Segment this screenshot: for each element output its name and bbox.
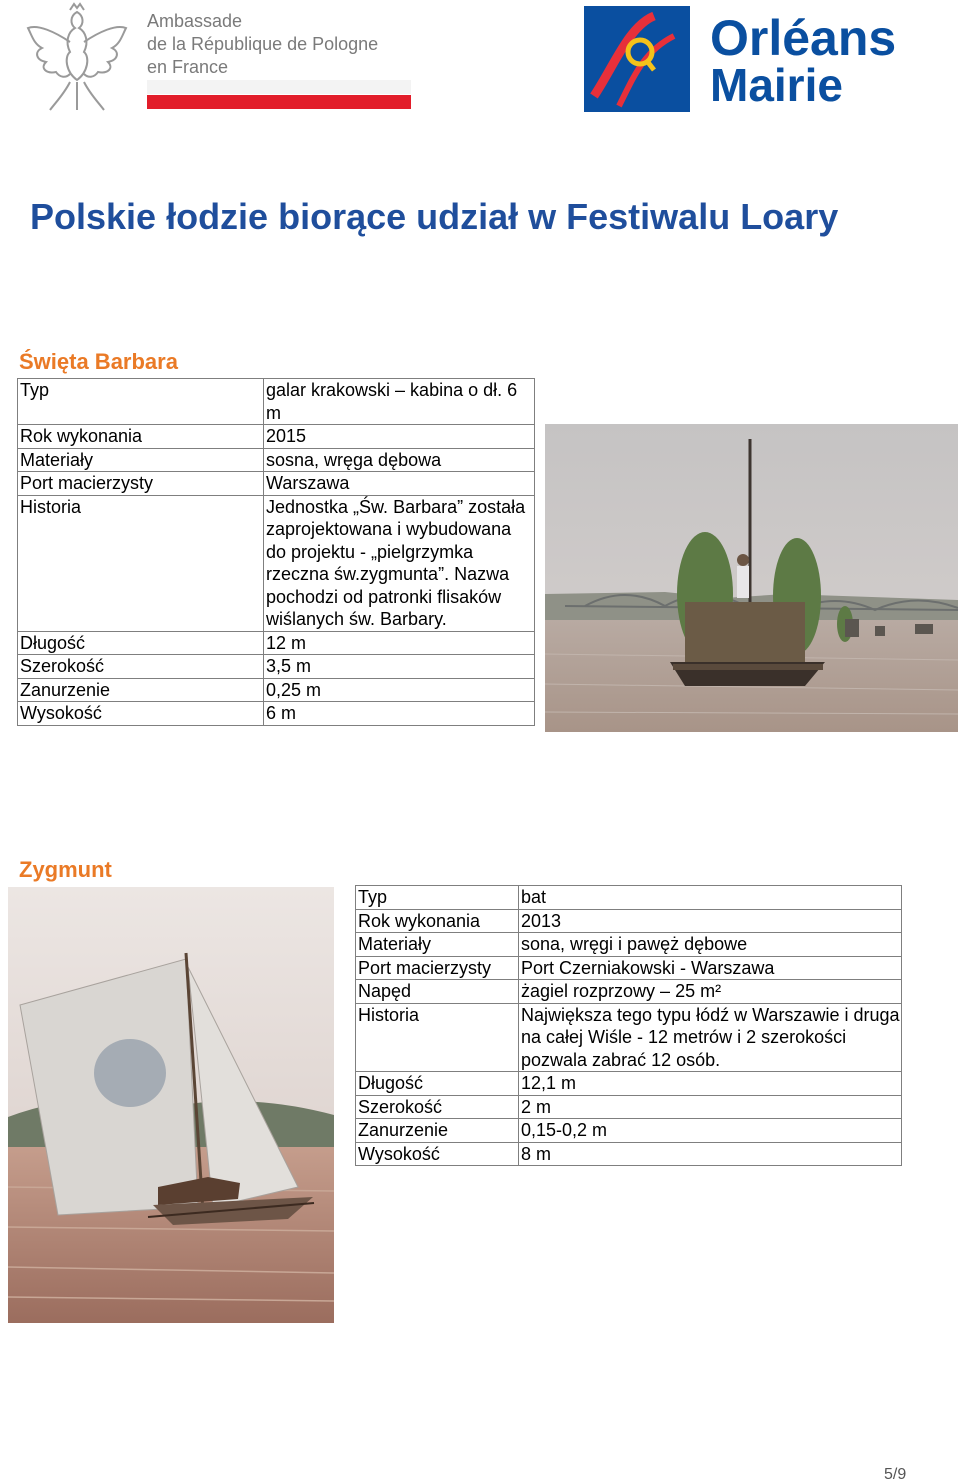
table-row xyxy=(356,1072,902,1096)
table-row xyxy=(356,1142,902,1166)
row-value: sosna, wręga dębowa xyxy=(264,448,535,472)
row-value: sona, wręgi i pawęż dębowe xyxy=(519,933,902,957)
row-value: 12,1 m xyxy=(519,1072,902,1096)
row-label: Typ xyxy=(356,886,519,910)
orleans-emblem-icon xyxy=(584,6,690,112)
page-number: 5/9 xyxy=(884,1466,907,1483)
row-value: 2015 xyxy=(264,425,535,449)
row-value: Jednostka „Św. Barbara” została zaprojektowana i wybudowana do projektu - „pielgrzymka rzeczna św.zygmunta”. Nazwa pochodzi od patronki flisaków wiślanych św. Barbary. xyxy=(264,495,535,631)
row-label: Wysokość xyxy=(356,1142,519,1166)
row-label: Zanurzenie xyxy=(356,1119,519,1143)
page-title: Polskie łodzie biorące udział w Festiwalu Loary xyxy=(30,196,839,237)
row-label: Szerokość xyxy=(356,1095,519,1119)
row-label: Historia xyxy=(18,495,264,631)
row-label: Typ xyxy=(18,379,264,425)
table-row xyxy=(356,1003,902,1072)
row-value: 2 m xyxy=(519,1095,902,1119)
row-value: 2013 xyxy=(519,909,902,933)
embassy-logo xyxy=(20,2,420,117)
table-row xyxy=(18,379,535,425)
table-row xyxy=(18,655,535,679)
row-value: żagiel rozprzowy – 25 m² xyxy=(519,980,902,1004)
table-row xyxy=(18,472,535,496)
row-label: Port macierzysty xyxy=(18,472,264,496)
flag-white-stripe xyxy=(147,80,411,94)
table-row xyxy=(18,448,535,472)
table-row xyxy=(356,886,902,910)
row-value: 0,15-0,2 m xyxy=(519,1119,902,1143)
table-row xyxy=(18,631,535,655)
barbara-boat-photo xyxy=(545,424,958,732)
embassy-name: Ambassade de la République de Pologne en France xyxy=(147,11,379,77)
row-label: Rok wykonania xyxy=(18,425,264,449)
row-label: Długość xyxy=(356,1072,519,1096)
polish-eagle-icon xyxy=(20,2,135,117)
table-row xyxy=(356,1119,902,1143)
row-value: Największa tego typu łódź w Warszawie i druga na całej Wiśle - 12 metrów i 2 szerokości pozwala zabrać 12 osób. xyxy=(519,1003,902,1072)
row-value: bat xyxy=(519,886,902,910)
row-value: 6 m xyxy=(264,702,535,726)
boat-name-barbara: Święta Barbara xyxy=(19,349,178,374)
table-row xyxy=(356,980,902,1004)
row-label: Zanurzenie xyxy=(18,678,264,702)
row-value: galar krakowski – kabina o dł. 6 m xyxy=(264,379,535,425)
barbara-spec-table xyxy=(17,378,535,726)
row-label: Szerokość xyxy=(18,655,264,679)
boat-name-zygmunt: Zygmunt xyxy=(19,857,112,882)
zygmunt-boat-photo xyxy=(8,887,334,1323)
orleans-logo xyxy=(584,6,924,112)
row-value: 8 m xyxy=(519,1142,902,1166)
table-row xyxy=(18,495,535,631)
orleans-emblem xyxy=(584,6,690,112)
table-row xyxy=(356,1095,902,1119)
row-label: Materiały xyxy=(18,448,264,472)
row-value: Port Czerniakowski - Warszawa xyxy=(519,956,902,980)
row-label: Napęd xyxy=(356,980,519,1004)
table-row xyxy=(356,909,902,933)
row-label: Materiały xyxy=(356,933,519,957)
orleans-name: Orléans xyxy=(710,10,897,66)
table-row xyxy=(18,425,535,449)
row-label: Długość xyxy=(18,631,264,655)
row-value: 12 m xyxy=(264,631,535,655)
row-value: 0,25 m xyxy=(264,678,535,702)
table-row xyxy=(18,702,535,726)
table-row xyxy=(356,933,902,957)
row-value: 3,5 m xyxy=(264,655,535,679)
row-label: Historia xyxy=(356,1003,519,1072)
row-label: Wysokość xyxy=(18,702,264,726)
table-row xyxy=(356,956,902,980)
orleans-subtitle: Mairie xyxy=(710,59,843,111)
row-label: Port macierzysty xyxy=(356,956,519,980)
row-value: Warszawa xyxy=(264,472,535,496)
table-row xyxy=(18,678,535,702)
flag-red-stripe xyxy=(147,95,411,109)
row-label: Rok wykonania xyxy=(356,909,519,933)
zygmunt-spec-table xyxy=(355,885,902,1166)
